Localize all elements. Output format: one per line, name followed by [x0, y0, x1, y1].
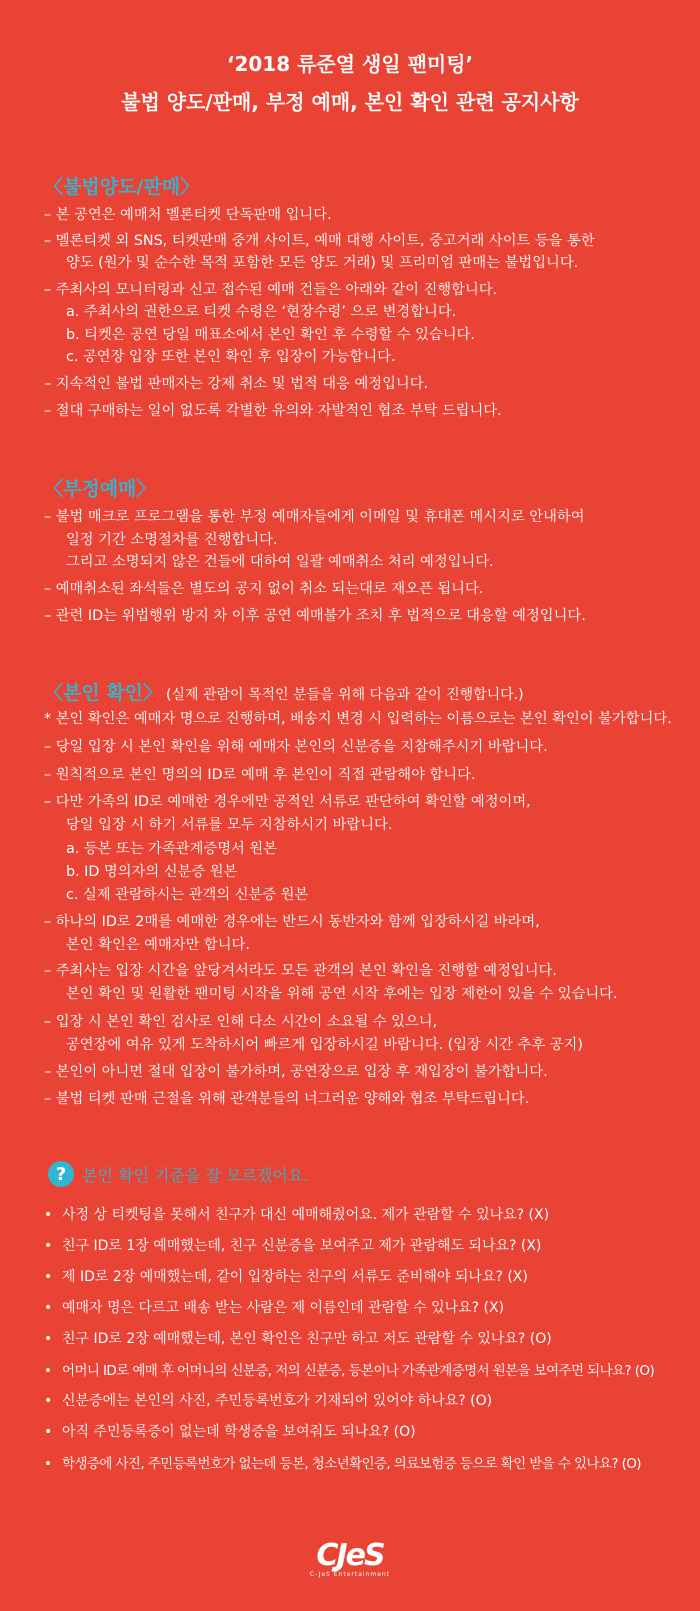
logo-mark: CJeS [316, 1538, 384, 1573]
faq-item [44, 1204, 549, 1224]
faq-item [44, 1235, 541, 1255]
faq-item-text: 친구 ID로 1장 예매했는데, 친구 신분증을 보여주고 제가 관람해도 되나요? (X) [62, 1238, 542, 1254]
faq-item-text: 예매자 명은 다르고 배송 받는 사람은 제 이름인데 관람할 수 있나요? (X) [62, 1300, 505, 1316]
bullet: • [44, 1238, 53, 1254]
text-line: 그리고 소명되지 않은 건들에 대하여 일괄 예매취소 처리 예정입니다. [66, 554, 494, 570]
faq-item [44, 1328, 552, 1348]
text-line: – 입장 시 본인 확인 검사로 인해 다소 시간이 소요될 수 있으니, [44, 1014, 438, 1030]
faq-title: 본인 확인 기준을 잘 모르겠어요. [82, 1165, 309, 1185]
section-heading-text: 〈본인 확인〉 [44, 682, 163, 704]
text-line: – 절대 구매하는 일이 없도록 각별한 유의와 자발적인 협조 부탁 드립니다. [44, 403, 502, 419]
section-heading-identity-check [44, 678, 524, 705]
text-line: a. 주최사의 권한으로 티켓 수령은 ‘현장수령’ 으로 변경합니다. [66, 304, 457, 320]
section-heading-fraud-booking: 〈부정예매〉 [44, 478, 156, 500]
faq-item-text: 신분증에는 본인의 사진, 주민등록번호가 기재되어 있어야 하나요? (O) [62, 1393, 493, 1409]
bullet: • [44, 1331, 53, 1347]
faq-item [44, 1421, 416, 1441]
page-title-line-2: 불법 양도/판매, 부정 예매, 본인 확인 관련 공지사항 [121, 90, 579, 114]
text-line: – 다만 가족의 ID로 예매한 경우에만 공적인 서류로 판단하여 확인할 예정이며, [44, 794, 531, 810]
text-line: – 멜론티켓 외 SNS, 티켓판매 중개 사이트, 예매 대행 사이트, 중고거래 사이트 등을 통한 [44, 233, 595, 249]
faq-item-text: 아직 주민등록증이 없는데 학생증을 보여줘도 되나요? (O) [62, 1424, 416, 1440]
text-line: 본인 확인은 예매자만 합니다. [66, 937, 250, 953]
section-heading-illegal-transfer: 〈불법양도/판매〉 [44, 176, 200, 198]
faq-header [48, 1159, 308, 1189]
faq-item [44, 1359, 654, 1379]
bullet: • [44, 1393, 53, 1409]
text-line: 본인 확인 및 원활한 팬미팅 시작을 위해 공연 시작 후에는 입장 제한이 있을 수 있습니다. [66, 986, 618, 1002]
text-line: – 주최사는 입장 시간을 앞당겨서라도 모든 관객의 본인 확인을 진행할 예정입니다. [44, 963, 557, 979]
text-line: – 불법 티켓 판매 근절을 위해 관객분들의 너그러운 양해와 협조 부탁드립니다. [44, 1091, 530, 1107]
faq-item-text: 학생증에 사진, 주민등록번호가 없는데 등본, 청소년확인증, 의료보험증 등으로 확인 받을 수 있나요? (O) [62, 1456, 641, 1472]
faq-item [44, 1297, 504, 1317]
faq-item [44, 1390, 492, 1410]
faq-item-text: 사정 상 티켓팅을 못해서 친구가 대신 예매해줬어요. 제가 관람할 수 있나요? (X) [62, 1207, 550, 1223]
text-line: – 관련 ID는 위법행위 방지 차 이후 공연 예매불가 조치 후 법적으로 대응할 예정입니다. [44, 608, 586, 624]
bullet: • [44, 1456, 52, 1472]
text-line: – 불법 매크로 프로그램을 통한 부정 예매자들에게 이메일 및 휴대폰 메시지로 안내하여 [44, 509, 585, 525]
cjes-logo [0, 1538, 700, 1578]
faq-item-text: 제 ID로 2장 예매했는데, 같이 입장하는 친구의 서류도 준비해야 되나요? (X) [62, 1269, 528, 1285]
text-line: 양도 (원가 및 순수한 목적 포함한 모든 양도 거래) 및 프리미엄 판매는 불법입니다. [66, 255, 579, 271]
text-line: – 당일 입장 시 본인 확인을 위해 예매자 본인의 신분증을 지참해주시기 바랍니다. [44, 739, 548, 755]
logo-text: C-JeS Entertainment [309, 1571, 391, 1578]
page-title-line-1: ‘2018 류준열 생일 팬미팅’ [226, 52, 474, 76]
faq-item [44, 1266, 528, 1286]
text-line: * 본인 확인은 예매자 명으로 진행하며, 배송지 변경 시 입력하는 이름으로는 본인 확인이 불가합니다. [44, 711, 672, 727]
bullet: • [44, 1363, 52, 1379]
text-line: c. 공연장 입장 또한 본인 확인 후 입장이 가능합니다. [66, 349, 396, 365]
faq-item-text: 친구 ID로 2장 예매했는데, 본인 확인은 친구만 하고 저도 관람할 수 있나요? (O) [62, 1331, 552, 1347]
text-line: – 주최사의 모니터링과 신고 접수된 예매 건들은 아래와 같이 진행합니다. [44, 282, 498, 298]
text-line: a. 등본 또는 가족관계증명서 원본 [66, 841, 278, 857]
bullet: • [44, 1300, 53, 1316]
bullet: • [44, 1207, 53, 1223]
text-line: 당일 입장 시 하기 서류를 모두 지참하시기 바랍니다. [66, 817, 393, 833]
text-line: – 원칙적으로 본인 명의의 ID로 예매 후 본인이 직접 관람해야 합니다. [44, 767, 476, 783]
text-line: – 하나의 ID로 2매를 예매한 경우에는 반드시 동반자와 함께 입장하시길 바라며, [44, 914, 540, 930]
bullet: • [44, 1269, 53, 1285]
text-line: – 본인이 아니면 절대 입장이 불가하며, 공연장으로 입장 후 재입장이 불가합니다. [44, 1064, 548, 1080]
question-icon: ? [48, 1161, 74, 1187]
text-line: – 예매취소된 좌석들은 별도의 공지 없이 취소 되는대로 재오픈 됩니다. [44, 581, 484, 597]
text-line: 공연장에 여유 있게 도착하시어 빠르게 입장하시길 바랍니다. (입장 시간 추후 공지) [66, 1037, 583, 1053]
text-line: b. ID 명의자의 신분증 원본 [66, 864, 238, 880]
text-line: b. 티켓은 공연 당일 매표소에서 본인 확인 후 수령할 수 있습니다. [66, 327, 475, 343]
faq-item-text: 어머니 ID로 예매 후 어머니의 신분증, 저의 신분증, 등본이나 가족관계증명서 원본을 보여주면 되나요? (O) [62, 1363, 655, 1379]
text-line: 일정 기간 소명절차를 진행합니다. [66, 532, 278, 548]
text-line: – 지속적인 불법 판매자는 강제 취소 및 법적 대응 예정입니다. [44, 376, 429, 392]
text-line: – 본 공연은 예매처 멜론티켓 단독판매 입니다. [44, 207, 332, 223]
text-line: c. 실제 관람하시는 관객의 신분증 원본 [66, 887, 309, 903]
section-subheading: (실제 관람이 목적인 분들을 위해 다음과 같이 진행합니다.) [166, 687, 524, 703]
bullet: • [44, 1424, 53, 1440]
faq-item [44, 1452, 641, 1472]
